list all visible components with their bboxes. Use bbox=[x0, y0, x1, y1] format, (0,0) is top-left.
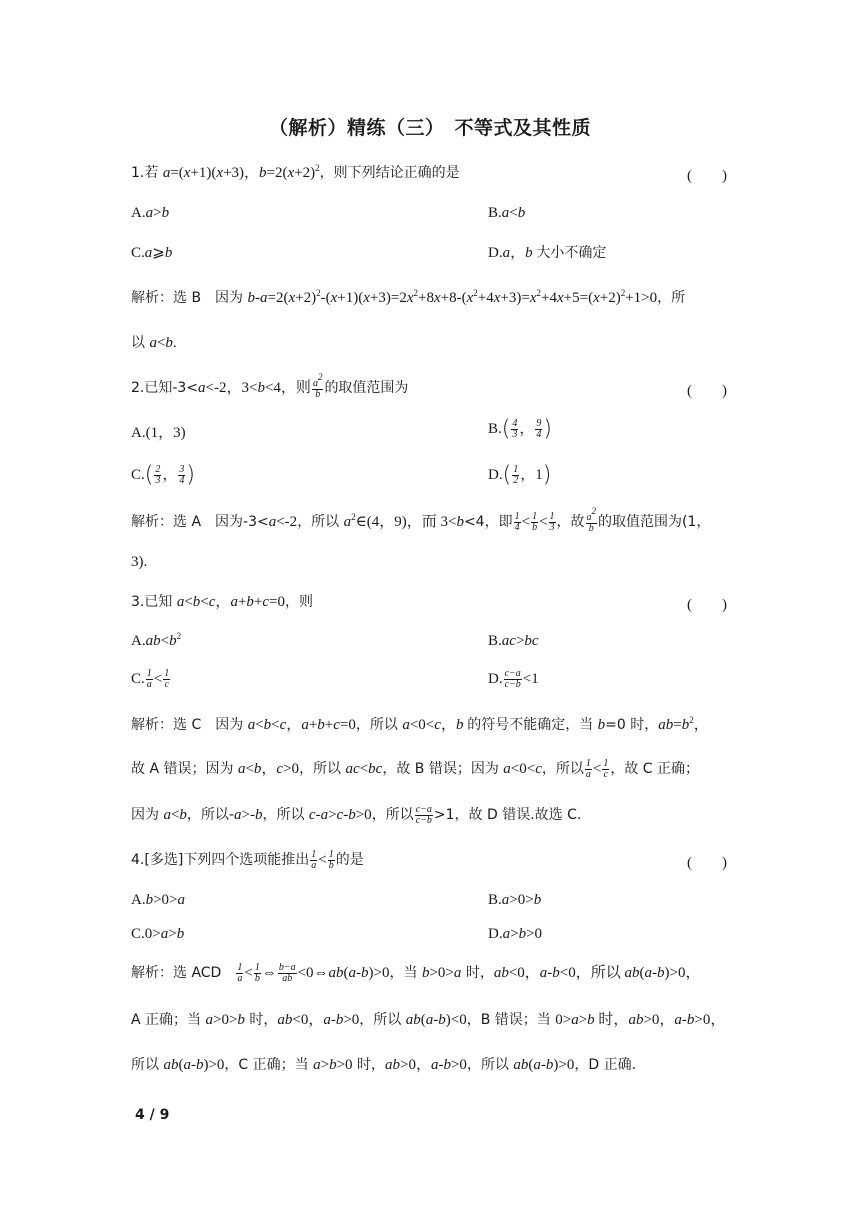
q4-option-c: C.0>a>b bbox=[131, 926, 185, 942]
q4-option-d: D.a>b>0 bbox=[488, 926, 543, 942]
q3-option-a: $A.ab<b^2$ bbox=[131, 631, 182, 649]
q4-stem: 4.[多选]下列四个选项能推出 $\frac{1}{a}$ < $\frac{1}{b}$ 的是 bbox=[131, 849, 364, 872]
q4-solution-line2: A 正确；当 a>0>b 时，ab<0，a-b>0，所以 ab(a-b)<0，B 错误；当 0>a>b 时，ab>0，a-b>0， bbox=[131, 1012, 726, 1028]
q3-solution-line3: 因为 a<b，所以-a>-b，所以 c-a>c-b>0，所以 $\frac{c-a}{c-b}$ >1，故 D 错误.故选 C. bbox=[131, 804, 582, 827]
q4-option-a: A.b>0>a bbox=[131, 892, 186, 908]
q1-stem: 1.若 a=(x+1)(x+3)，$b=2(x+2)^2$，则下列结论正确的是 bbox=[131, 163, 460, 181]
q4-solution-line1: 解析：选 ACD $\frac{1}{a}$ < $\frac{1}{b}$ ⇔ $\frac{b-a}{ab}$ <0⇔ab(a-b)>0，当 b>0>a 时，ab<0，a-b<0，所以 ab(a-b)>0， bbox=[131, 962, 701, 985]
q1-option-b: B.a<b bbox=[488, 205, 526, 221]
q2-option-c: C.( $\frac{2}{3}$ ， $\frac{3}{4}$ ) bbox=[131, 462, 195, 488]
q3-solution-line2: 故 A 错误；因为 a<b，c>0，所以 ac<bc，故 B 错误；因为 a<0<c，所以 $\frac{1}{a}$ < $\frac{1}{c}$ ，故 C 正确； bbox=[131, 758, 700, 781]
q3-option-d: D. $\frac{c-a}{c-b}$ <1 bbox=[488, 668, 539, 691]
q2-solution-line2: 3). bbox=[131, 554, 148, 570]
q1-option-a: A.a>b bbox=[131, 205, 170, 221]
q4-option-b: B.a>0>b bbox=[488, 892, 542, 908]
page-title: （解析）精练（三） 不等式及其性质 bbox=[268, 117, 591, 139]
q4-answer-blank: ( ) bbox=[687, 855, 727, 871]
q2-stem: 2.已知-3<a<-2，3<b<4，则 $\frac{a^2}{b}$ 的取值范围为 bbox=[131, 372, 409, 401]
q1-option-c: C.a⩾b bbox=[131, 245, 173, 261]
q2-solution-line1: 解析：选 A 因为-3<a<-2，所以 $a^2\in(4$，9)，而 3<b<4，即 $\frac{1}{4}$ < $\frac{1}{b}$ < $\frac{1}{3}$ ，故 $\frac{a^2}{b}$ 的取值范围为(1， bbox=[131, 506, 711, 535]
q2-option-b: B.( $\frac{4}{3}$ ， $\frac{9}{4}$ ) bbox=[488, 416, 552, 442]
q3-stem: 3.已知 a<b<c，a+b+c=0，则 bbox=[131, 594, 314, 610]
q3-option-c: C. $\frac{1}{a}$ < $\frac{1}{c}$ bbox=[131, 668, 170, 691]
q3-solution-line1: 解析：选 C 因为 a<b<c，a+b+c=0，所以 a<0<c，b 的符号不能确定，当 b=0 时，$ab=b^2$， bbox=[131, 715, 709, 733]
q3-answer-blank: ( ) bbox=[687, 597, 727, 613]
q4-solution-line3: 所以 ab(a-b)>0，C 正确；当 a>b>0 时，ab>0，a-b>0，所以 ab(a-b)>0，D 正确. bbox=[131, 1057, 637, 1073]
q3-option-b: B.ac>bc bbox=[488, 633, 539, 649]
q2-answer-blank: ( ) bbox=[687, 383, 727, 399]
q1-solution-line1: 解析：选 B 因为 $b-a=2(x+2)^2-(x+1)(x+3)=2x^2+8x+8-(x^2+4x+3)=x^2+4x+5=(x+2)^2+1>0$，所 bbox=[131, 288, 686, 306]
q2-option-a: A.(1，3) bbox=[131, 425, 186, 441]
q2-option-d: D.( $\frac{1}{2}$ ，1) bbox=[488, 462, 552, 488]
page-number: 4 / 9 bbox=[135, 1107, 170, 1123]
q1-answer-blank: ( ) bbox=[687, 168, 727, 184]
q1-solution-line2: 以 a<b. bbox=[131, 335, 177, 351]
q1-option-d: D.a，b 大小不确定 bbox=[488, 245, 607, 261]
